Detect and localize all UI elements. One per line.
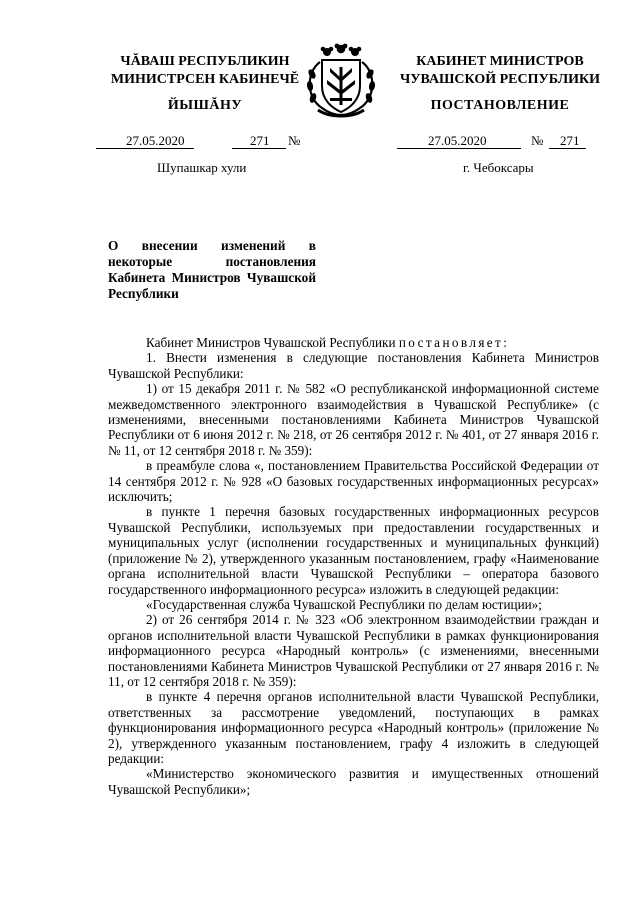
right-org-line1: КАБИНЕТ МИНИСТРОВ (416, 54, 584, 69)
body-paragraph: «Министерство экономического развития и имущественных отношений Чувашской Республики»; (108, 766, 599, 797)
body-paragraph: в преамбуле слова «, постановлением Правительства Российской Федерации от 14 сентября 2012 г. № 928 «О базовых государственных информационных ресурсах» исключить; (108, 458, 599, 505)
intro-paragraph (108, 335, 599, 350)
right-reg-number: 271 (560, 133, 580, 148)
document-subject: О внесении изменений в некоторые постановления Кабинета Министров Чувашской Республики (108, 238, 316, 301)
body-paragraph: «Государственная служба Чувашской Республики по делам юстиции»; (146, 596, 542, 612)
right-reg-date: 27.05.2020 (428, 133, 487, 148)
right-org-name (380, 53, 620, 89)
body-paragraph: в пункте 4 перечня органов исполнительной власти Чувашской Республики, ответственных за рассмотрение уведомлений, поступающих в рамках функционирования информационного ресурса «Народный контроль» (приложение № 2), утвержденного указанным постановлением, графу 4 изложить в следующей редакции: (108, 689, 599, 766)
right-doc-type: ПОСТАНОВЛЕНИЕ (430, 98, 570, 113)
left-city: Шупашкар хули (157, 160, 247, 175)
intro-resolves: постановляет: (398, 335, 510, 350)
left-org-line1: ЧĂВАШ РЕСПУБЛИКИН (120, 54, 290, 69)
body-paragraph: в пункте 1 перечня базовых государственных информационных ресурсов Чувашской Республики, используемых при предоставлении государственных и муниципальных услуг (исполнении государственных и муниципальных функций) (приложение № 2), утвержденного указанным постановлением, графу «Наименование органа исполнительной власти Чувашской Республики – оператора базового государственного информационного ресурса» изложить в следующей редакции: (108, 504, 599, 597)
left-no-sign: № (288, 133, 301, 148)
left-reg-date: 27.05.2020 (126, 133, 185, 148)
intro-prefix: Кабинет Министров Чувашской Республики (146, 335, 399, 350)
left-doc-type: ЙЫШĂНУ (167, 98, 243, 113)
body-paragraph: 1) от 15 декабря 2011 г. № 582 «О республиканской информационной системе межведомственного электронного взаимодействия в Чувашской Республике» (с изменениями, внесенными постановлениями Кабинета Министров Чувашской Республики от 6 июня 2012 г. № 218, от 26 сентября 2012 г. № 401, от 27 января 2016 г. № 11, от 12 сентября 2018 г. № 359): (108, 381, 599, 458)
left-reg-number: 271 (250, 133, 270, 148)
body-paragraph: 1. Внести изменения в следующие постановления Кабинета Министров Чувашской Республики: (108, 350, 599, 381)
document-body (108, 335, 599, 797)
right-org-line2: ЧУВАШСКОЙ РЕСПУБЛИКИ (399, 72, 601, 87)
right-no-sign: № (531, 133, 544, 148)
left-org-line2: МИНИСТРСЕН КАБИНЕЧĔ (110, 72, 300, 87)
right-city: г. Чебоксары (463, 160, 534, 175)
body-paragraph: 2) от 26 сентября 2014 г. № 323 «Об электронном взаимодействии граждан и органов исполнительной власти Чувашской Республики в рамках функционирования информационного ресурса «Народный контроль» (с изменениями, внесенными постановлениями Кабинета Министров Чувашской Республики от 27 января 2016 г. № 11, от 12 сентября 2018 г. № 359): (108, 612, 599, 689)
